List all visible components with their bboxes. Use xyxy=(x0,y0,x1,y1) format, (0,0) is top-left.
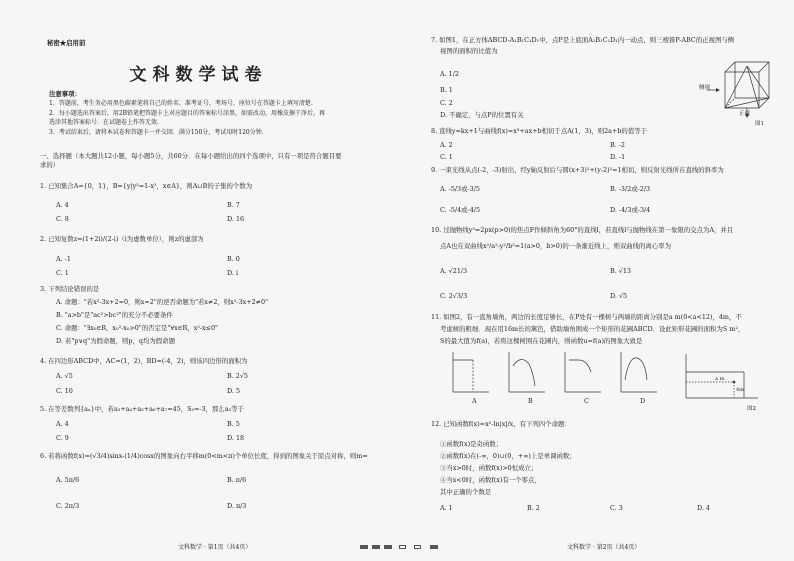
q5-stem: 5. 在等差数列{aₙ}中，若a₃+a₄+a₅+a₆+a₇=45，S₃=-3，那么a₅等于 xyxy=(40,405,244,413)
q6-option-c: C. 2π/3 xyxy=(56,502,80,510)
section-heading-2: 求的） xyxy=(40,161,60,169)
notice-2a: 2．每小题选出答案后，用2B铅笔把答题卡上对应题目的答案标号涂黑，如需改动，用橡皮擦干净后，再 xyxy=(49,110,326,117)
q11-label-b: B xyxy=(528,397,533,405)
q2-option-d: D. i xyxy=(227,269,239,277)
fig2-a-label: a m xyxy=(715,376,725,382)
q9-stem: 9. 一束光线从点(-2，-3)射出，经y轴反射后与圆(x+3)²+(y-2)²=1相切，则反射光线所在直线的斜率为 xyxy=(431,166,724,174)
q5-option-c: C. 9 xyxy=(56,434,69,442)
q3-option-b: B. "a>b"是"ac²>bc²"的充分不必要条件 xyxy=(56,311,173,319)
q10-option-b: B. √13 xyxy=(610,267,631,275)
q12-prop-5: 其中正确的个数是 xyxy=(440,488,492,496)
q10-stem: 10. 过抛物线y²=2px(p>0)的焦点F作倾斜角为60°的直线l，若直线l与抛物线在第一象限的交点为A，并且 xyxy=(431,226,734,234)
q6-option-d: D. π/3 xyxy=(227,502,247,510)
q11-graphs xyxy=(447,350,662,398)
q11-label-d: D xyxy=(640,397,646,405)
page-marker xyxy=(384,545,392,549)
q3-option-c: C. 命题："∃x₀∈R，x₀²-x₀>0"的否定是"∀x∈R，x²-x≤0" xyxy=(56,324,218,332)
q8-option-b: B. -2 xyxy=(610,141,625,149)
q4-option-b: B. 2√5 xyxy=(227,372,248,380)
q1-stem: 1. 已知集合A={0，1}，B={y|y²=1-x²，x∈A}，则A∪B的子集的个数为 xyxy=(40,182,253,190)
q3-stem: 3. 下列结论错误的是 xyxy=(40,285,100,293)
q7-option-c: C. 2 xyxy=(440,99,453,107)
q7-option-a: A. 1/2 xyxy=(440,70,459,78)
notice-1: 1．答题前，考生务必用黑色碳素笔将自己的姓名、准考证号、考场号、座位号在答题卡上填写清楚. xyxy=(49,100,313,107)
q11-label-a: A xyxy=(472,397,477,405)
q7-option-d: D. 不确定，与点P的位置有关 xyxy=(440,111,524,119)
q1-option-c: C. 8 xyxy=(56,215,69,223)
q4-stem: 4. 在四边形ABCD中，AC=(1，2)，BD=(-4，2)，则该四边形的面积为 xyxy=(40,357,248,365)
q8-option-a: A. 2 xyxy=(440,141,453,149)
section-heading: 一、选择题（本大题共12小题，每小题5分，共60分．在每小题给出的四个选项中，只有一项是符合题目要 xyxy=(40,152,342,160)
q3-option-d: D. 若"p∨q"为假命题，则p，q均为假命题 xyxy=(56,337,175,345)
q6-option-a: A. 5π/6 xyxy=(56,476,80,484)
q11-graph-b xyxy=(509,352,545,392)
fig1-side-label: 侧视 xyxy=(699,85,711,91)
q4-option-c: C. 10 xyxy=(56,387,73,395)
page-title: 文科数学试卷 xyxy=(129,65,268,85)
q1-option-d: D. 16 xyxy=(227,215,245,223)
q10-stem-2: 点A也在双曲线x²/a²-y²/b²=1(a>0，b>0)的一条渐近线上，则双曲线的离心率为 xyxy=(440,242,671,250)
q2-option-b: B. 0 xyxy=(227,255,240,263)
fig2-caption: 图2 xyxy=(747,406,756,412)
q12-stem: 12. 已知函数f(x)=x²-ln|x|/x，有下列四个命题： xyxy=(431,420,571,428)
q10-option-d: D. √5 xyxy=(610,292,628,300)
q7-stem-2: 视图的面积的比值为 xyxy=(440,47,498,55)
q7-stem: 7. 如图1，在正方体ABCD-A₁B₁C₁D₁中，点P是上底面A₁B₁C₁D₁内一动点，则三棱锥P-ABC的正视图与侧 xyxy=(431,36,735,44)
q8-option-c: C. 1 xyxy=(440,153,453,161)
q2-stem: 2. 已知复数z=(1+2i)/(2-i)（i为虚数单位），则z的虚部为 xyxy=(40,235,204,243)
page-marker xyxy=(372,545,380,549)
q5-option-b: B. 5 xyxy=(227,420,240,428)
q5-option-a: A. 4 xyxy=(56,420,69,428)
q11-graph-d xyxy=(621,352,657,392)
q6-stem: 6. 若将函数f(x)=(√3/4)sinx-(1/4)cosx的图象向右平移m(0<m<π)个单位长度，得到的图象关于原点对称，则m= xyxy=(40,452,368,460)
q2-option-a: A. -1 xyxy=(56,255,71,263)
q11-stem-2: 考虑树的粗细．现在用16m长的篱笆，借助墙角围成一个矩形的花圃ABCD．设此矩形花圃的面积为S m²， xyxy=(440,325,745,333)
q9-option-b: B. -3/2或-2/3 xyxy=(610,185,651,193)
q2-option-c: C. 1 xyxy=(56,269,69,277)
q1-option-b: B. 7 xyxy=(227,201,240,209)
q12-prop-4: ④当x<0时，函数f(x)有一个零点， xyxy=(440,476,541,484)
q5-option-d: D. 18 xyxy=(227,434,245,442)
notice-3: 3．考试结束后，请将本试卷和答题卡一并交回．满分150分，考试用时120分钟. xyxy=(49,129,264,136)
q12-prop-1: ①函数f(x)是奇函数； xyxy=(440,440,503,448)
q9-option-d: D. -4/3或-3/4 xyxy=(610,206,651,214)
fig1-caption: 图1 xyxy=(755,121,764,127)
q6-option-b: B. π/6 xyxy=(227,476,247,484)
q12-option-d: D. 4 xyxy=(697,504,711,512)
q11-graph-a xyxy=(453,352,489,392)
q12-option-c: C. 3 xyxy=(610,504,623,512)
q12-option-a: A. 1 xyxy=(440,504,453,512)
footer-left: 文科数学 · 第1页（共4页） xyxy=(178,544,252,551)
q8-option-d: D. -1 xyxy=(610,153,626,161)
q9-option-a: A. -5/3或-3/5 xyxy=(440,185,480,193)
fig2-4m-label: 4m xyxy=(736,387,744,393)
q12-prop-2: ②函数f(x)在(-∞，0)∪(0，+∞)上是单调函数； xyxy=(440,452,576,460)
q11-stem-3: S的最大值为f(a)，若将这棵树围在花圃内，则函数u=f(a)的图象大致是 xyxy=(440,337,643,345)
page-right xyxy=(397,0,794,561)
q12-option-b: B. 2 xyxy=(527,504,540,512)
q4-option-d: D. 5 xyxy=(227,387,241,395)
secret-label: 秘密★启用前 xyxy=(47,39,86,47)
q11-graph-c xyxy=(565,352,601,392)
q1-option-a: A. 4 xyxy=(56,201,69,209)
q9-option-c: C. -5/4或-4/5 xyxy=(440,206,481,214)
fig1-front-label: 正视 xyxy=(739,111,751,117)
page-marker xyxy=(360,545,368,549)
q3-option-a: A. 命题："若x²-3x+2=0，则x=2"的逆否命题为"若x≠2，则x²-3x+2≠0" xyxy=(56,298,269,306)
q4-option-a: A. √5 xyxy=(56,372,73,380)
q12-prop-3: ③当x>0时，函数f(x)>0恒成立； xyxy=(440,464,538,472)
q10-option-c: C. 2√3/3 xyxy=(440,292,468,300)
q11-stem: 11. 如图2，有一直角墙角，两边的长度足够长，在P处有一棵树与两墙的距离分别是a m(0<a<12)，4m，不 xyxy=(431,313,742,321)
notice-head: 注意事项： xyxy=(49,90,81,98)
q10-option-a: A. √21/3 xyxy=(440,267,468,275)
q7-option-b: B. 1 xyxy=(440,86,453,94)
q11-label-c: C xyxy=(584,397,589,405)
footer-right: 文科数学 · 第2页（共4页） xyxy=(567,544,641,551)
q8-stem: 8. 直线y=kx+1与曲线f(x)=x³+ax+b相切于点A(1，3)，则2a+b的值等于 xyxy=(431,127,647,135)
notice-2b: 选涂其他答案标号．在试题卷上作答无效. xyxy=(49,119,159,126)
